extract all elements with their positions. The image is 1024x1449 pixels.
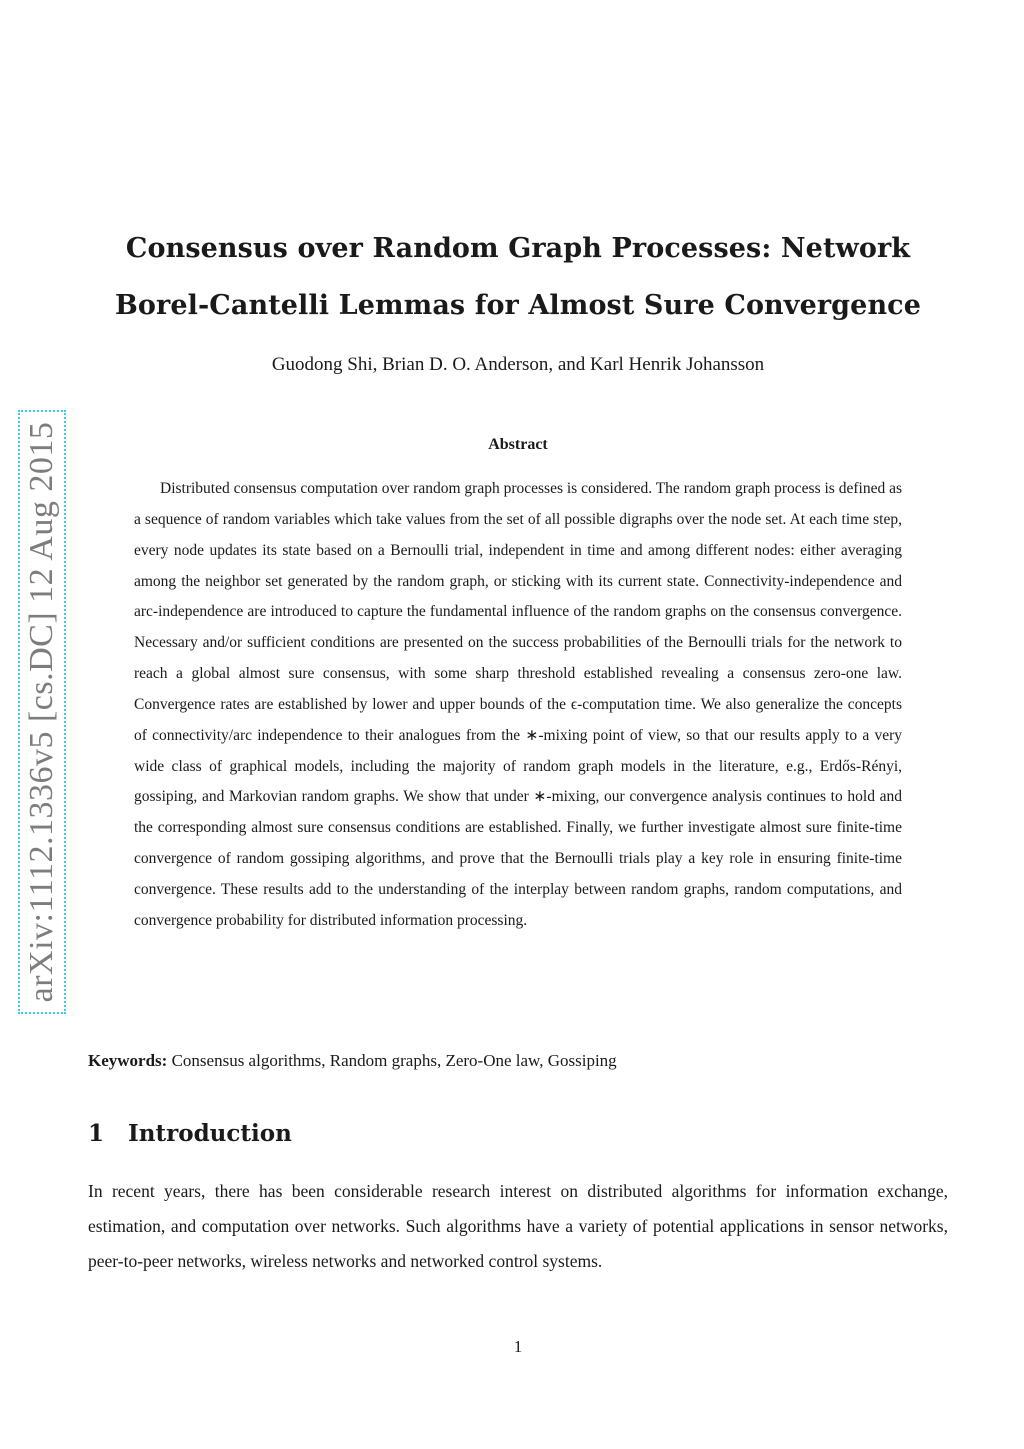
keywords-text: Consensus algorithms, Random graphs, Zero-One law, Gossiping: [171, 1051, 617, 1070]
abstract-heading: Abstract: [488, 436, 548, 453]
introduction-paragraph: In recent years, there has been considerable research interest on distributed algorithms for information exchange, estimation, and computation over networks. Such algorithms have a variety of potential applications in sensor networks, peer-to-peer networks, wireless networks and networked control systems.: [88, 1181, 948, 1271]
section-title: Introduction: [128, 1120, 292, 1147]
arxiv-identifier: arXiv:1112.1336v5 [cs.DC] 12 Aug 2015: [23, 421, 60, 1003]
keywords: [88, 1048, 948, 1074]
section-heading: [88, 1118, 292, 1150]
section-number: 1: [88, 1120, 105, 1147]
keywords-label: Keywords:: [88, 1051, 168, 1070]
title-line-1: Consensus over Random Graph Processes: Network: [125, 233, 911, 264]
abstract-text: Distributed consensus computation over random graph processes is considered. The random graph process is defined as a sequence of random variables which take values from the set of all possible digraphs over the node set. At each time step, every node updates its state based on a Bernoulli trial, independent in time and among different nodes: either averaging among the neighbor set generated by the random graph, or sticking with its current state. Connectivity-independence and arc-independence are introduced to capture the fundamental influence of the random graphs on the consensus convergence. Necessary and/or sufficient conditions are presented on the success probabilities of the Bernoulli trials for the network to reach a global almost sure consensus, with some sharp threshold established revealing a consensus zero-one law. Convergence rates are established by lower and upper bounds of the ϵ-computation time. We also generalize the concepts of connectivity/arc independence to their analogues from the ∗-mixing point of view, so that our results apply to a very wide class of graphical models, including the majority of random graph models in the literature, e.g., Erdős-Rényi, gossiping, and Markovian random graphs. We show that under ∗-mixing, our convergence analysis continues to hold and the corresponding almost sure consensus conditions are established. Finally, we further investigate almost sure finite-time convergence of random gossiping algorithms, and prove that the Bernoulli trials play a key role in ensuring finite-time convergence. These results add to the understanding of the interplay between random graphs, random computations, and convergence probability for distributed information processing.: [134, 480, 902, 929]
paper-title: [100, 220, 936, 334]
arxiv-stamp: [18, 410, 66, 1014]
authors: Guodong Shi, Brian D. O. Anderson, and Karl Henrik Johansson: [271, 354, 765, 375]
page-number: 1: [513, 1337, 523, 1356]
title-line-2: Borel-Cantelli Lemmas for Almost Sure Convergence: [115, 290, 921, 321]
